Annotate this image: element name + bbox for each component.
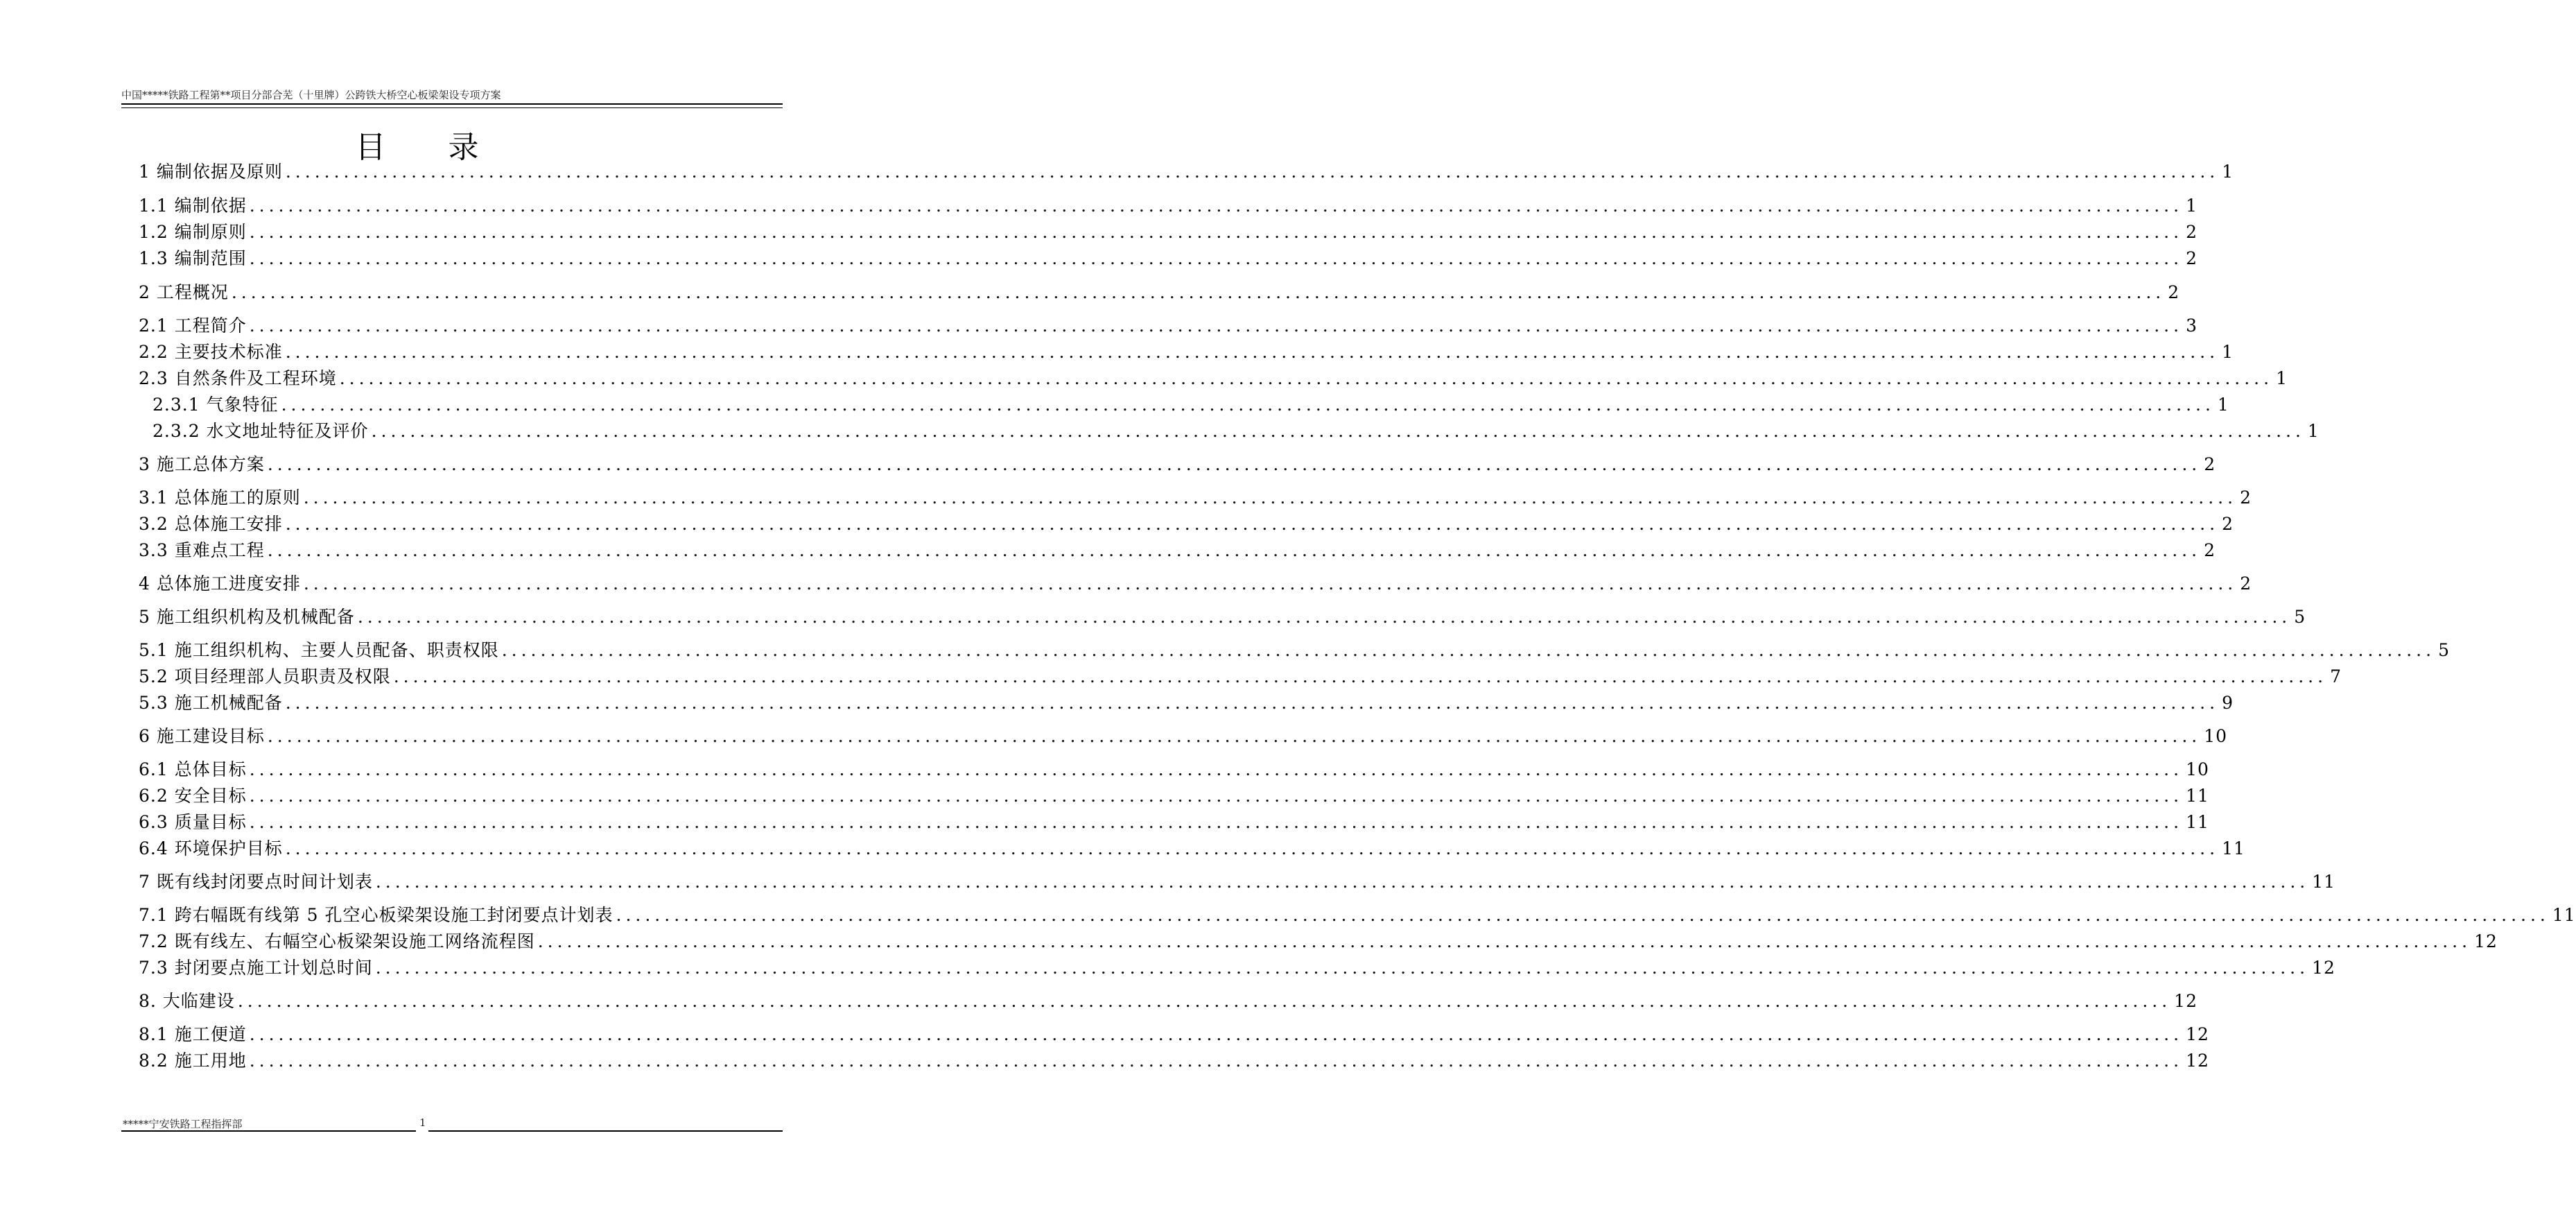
toc-entry[interactable] — [139, 759, 2209, 781]
toc-leader-dots: ........................................................................................................................................................................................................ — [249, 786, 2184, 806]
toc-entry-label: 1.3 编制范围 — [139, 248, 247, 268]
toc-entry-label: 5.2 项目经理部人员职责及权限 — [139, 666, 391, 687]
toc-entry[interactable] — [139, 785, 2209, 807]
toc-leader-dots: ........................................................................................................................................................................................................ — [249, 196, 2184, 216]
toc-entry[interactable] — [139, 573, 2252, 595]
toc-entry-page: 10 — [2186, 759, 2209, 779]
toc-entry[interactable] — [139, 639, 2450, 662]
toc-leader-dots: ........................................................................................................................................................................................................ — [231, 282, 2166, 302]
toc-entry[interactable] — [139, 513, 2234, 535]
toc-leader-dots: ........................................................................................................................................................................................................ — [285, 342, 2220, 362]
toc-entry[interactable] — [139, 1024, 2209, 1046]
toc-entry[interactable] — [139, 725, 2228, 748]
toc-leader-dots: ........................................................................................................................................................................................................ — [501, 640, 2436, 660]
toc-entry-label: 6.1 总体目标 — [139, 759, 247, 779]
toc-entry-page: 2 — [2168, 282, 2180, 302]
toc-leader-dots: ........................................................................................................................................................................................................ — [285, 162, 2220, 182]
toc-entry-page: 7 — [2330, 666, 2342, 687]
toc-entry[interactable] — [139, 487, 2252, 509]
toc-leader-dots: ........................................................................................................................................................................................................ — [267, 454, 2202, 474]
toc-entry-label: 8. 大临建设 — [139, 991, 235, 1011]
toc-entry-label: 3.3 重难点工程 — [139, 540, 265, 560]
toc-leader-dots: ........................................................................................................................................................................................................ — [267, 726, 2202, 746]
toc-entry-page: 2 — [2240, 573, 2252, 594]
toc-entry[interactable] — [153, 394, 2229, 416]
toc-entry-page: 3 — [2186, 316, 2198, 336]
toc-entry-label: 7.3 封闭要点施工计划总时间 — [139, 958, 373, 978]
toc-entry-label: 6.3 质量目标 — [139, 812, 247, 832]
toc-entry[interactable] — [139, 666, 2342, 688]
toc-entry-page: 1 — [2307, 421, 2320, 441]
toc-entry-page: 2 — [2186, 248, 2198, 268]
toc-entry[interactable] — [139, 195, 2198, 217]
toc-entry-page: 11 — [2222, 838, 2245, 858]
toc-entry-page: 12 — [2186, 1051, 2209, 1071]
toc-entry-label: 2.1 工程简介 — [139, 316, 247, 336]
toc-entry-label: 2.3.2 水文地址特征及评价 — [153, 421, 369, 441]
footer-page-number: 1 — [419, 1116, 426, 1129]
toc-leader-dots: ........................................................................................................................................................................................................ — [303, 487, 2238, 508]
toc-entry-page: 11 — [2186, 786, 2209, 806]
toc-entry-page: 5 — [2294, 607, 2306, 627]
toc-leader-dots: ........................................................................................................................................................................................................ — [339, 368, 2274, 388]
toc-entry-page: 2 — [2222, 514, 2234, 534]
footer-org: *****宁安铁路工程指挥部 — [123, 1118, 243, 1130]
toc-entry-label: 8.2 施工用地 — [139, 1051, 247, 1071]
toc-entry-label: 1 编制依据及原则 — [139, 162, 283, 182]
toc-entry-label: 7 既有线封闭要点时间计划表 — [139, 872, 373, 892]
toc-leader-dots: ........................................................................................................................................................................................................ — [303, 573, 2238, 594]
toc-leader-dots: ........................................................................................................................................................................................................ — [249, 812, 2184, 832]
toc-leader-dots: ........................................................................................................................................................................................................ — [249, 1024, 2184, 1044]
toc-leader-dots: ........................................................................................................................................................................................................ — [249, 759, 2184, 779]
toc-entry[interactable] — [139, 990, 2198, 1012]
toc-entry[interactable] — [153, 420, 2320, 442]
toc-entry-label: 5 施工组织机构及机械配备 — [139, 607, 355, 627]
toc-entry[interactable] — [139, 540, 2216, 562]
toc-entry[interactable] — [139, 931, 2498, 953]
toc-entry[interactable] — [139, 248, 2198, 270]
toc-entry-label: 1.1 编制依据 — [139, 196, 247, 216]
toc-entry-page: 12 — [2174, 991, 2198, 1011]
toc-leader-dots: ........................................................................................................................................................................................................ — [375, 872, 2310, 892]
toc-entry-page: 1 — [2276, 368, 2288, 388]
toc-entry-label: 5.3 施工机械配备 — [139, 693, 283, 713]
toc-entry-page: 1 — [2222, 342, 2234, 362]
toc-leader-dots: ........................................................................................................................................................................................................ — [375, 958, 2310, 978]
toc-entry-page: 12 — [2312, 958, 2335, 978]
toc-entry[interactable] — [139, 341, 2234, 363]
toc-entry[interactable] — [139, 838, 2245, 860]
toc-entry[interactable] — [139, 606, 2306, 628]
toc-entry-page: 12 — [2474, 931, 2498, 951]
toc-entry[interactable] — [139, 1050, 2209, 1072]
toc-entry-page: 11 — [2552, 905, 2576, 925]
toc-entry[interactable] — [139, 871, 2336, 893]
toc-entry-page: 5 — [2438, 640, 2450, 660]
footer-rule-right — [428, 1130, 783, 1132]
toc-entry[interactable] — [139, 904, 2576, 926]
toc-leader-dots: ........................................................................................................................................................................................................ — [237, 991, 2172, 1011]
toc-entry[interactable] — [139, 161, 2234, 183]
toc-entry-label: 2 工程概况 — [139, 282, 229, 302]
toc-leader-dots: ........................................................................................................................................................................................................ — [371, 421, 2305, 441]
toc-entry[interactable] — [139, 282, 2180, 304]
toc-entry-page: 11 — [2186, 812, 2209, 832]
footer-rule-left — [121, 1130, 416, 1132]
toc-entry-page: 1 — [2217, 395, 2229, 415]
toc-entry-page: 10 — [2204, 726, 2228, 746]
toc-leader-dots: ........................................................................................................................................................................................................ — [393, 666, 2328, 687]
toc-entry[interactable] — [139, 221, 2198, 243]
toc-entry[interactable] — [139, 368, 2288, 390]
toc-entry-label: 3.2 总体施工安排 — [139, 514, 283, 534]
toc-entry-label: 8.1 施工便道 — [139, 1024, 247, 1044]
toc-entry-page: 2 — [2240, 487, 2252, 508]
toc-entry-page: 11 — [2312, 872, 2336, 892]
toc-leader-dots: ........................................................................................................................................................................................................ — [616, 905, 2550, 925]
toc-entry-label: 6.2 安全目标 — [139, 786, 247, 806]
toc-entry-label: 2.3 自然条件及工程环境 — [139, 368, 337, 388]
toc-entry-label: 7.1 跨右幅既有线第 5 孔空心板梁架设施工封闭要点计划表 — [139, 905, 613, 925]
toc-entry-label: 6 施工建设目标 — [139, 726, 265, 746]
toc-entry-page: 2 — [2204, 540, 2216, 560]
toc-leader-dots: ........................................................................................................................................................................................................ — [285, 838, 2220, 858]
toc-leader-dots: ........................................................................................................................................................................................................ — [249, 248, 2184, 268]
toc-entry-label: 2.2 主要技术标准 — [139, 342, 283, 362]
page-title: 目 录 — [355, 130, 505, 165]
toc-entry-label: 1.2 编制原则 — [139, 222, 247, 242]
toc-entry[interactable] — [139, 454, 2216, 476]
toc-entry[interactable] — [139, 811, 2209, 834]
toc-entry-page: 1 — [2222, 162, 2234, 182]
toc-entry-page: 2 — [2186, 222, 2198, 242]
toc-leader-dots: ........................................................................................................................................................................................................ — [285, 514, 2220, 534]
toc-entry-label: 3.1 总体施工的原则 — [139, 487, 301, 508]
running-header: 中国*****铁路工程第**项目分部合芜（十里牌）公跨铁大桥空心板梁架设专项方案 — [121, 89, 501, 101]
toc-leader-dots: ........................................................................................................................................................................................................ — [285, 693, 2220, 713]
toc-entry-label: 5.1 施工组织机构、主要人员配备、职责权限 — [139, 640, 499, 660]
toc-entry[interactable] — [139, 692, 2234, 714]
toc-entry-page: 9 — [2222, 693, 2234, 713]
toc-leader-dots: ........................................................................................................................................................................................................ — [249, 1051, 2184, 1071]
toc-entry-page: 12 — [2186, 1024, 2209, 1044]
toc-leader-dots: ........................................................................................................................................................................................................ — [281, 395, 2215, 415]
toc-entry-label: 2.3.1 气象特征 — [153, 395, 279, 415]
toc-leader-dots: ........................................................................................................................................................................................................ — [249, 316, 2184, 336]
toc-leader-dots: ........................................................................................................................................................................................................ — [537, 931, 2472, 951]
toc-entry-label: 4 总体施工进度安排 — [139, 573, 301, 594]
toc-entry-label: 3 施工总体方案 — [139, 454, 265, 474]
toc-entry-page: 1 — [2186, 196, 2198, 216]
toc-entry-page: 2 — [2204, 454, 2216, 474]
toc-leader-dots: ........................................................................................................................................................................................................ — [357, 607, 2292, 627]
toc-leader-dots: ........................................................................................................................................................................................................ — [267, 540, 2202, 560]
toc-leader-dots: ........................................................................................................................................................................................................ — [249, 222, 2184, 242]
toc-entry-label: 6.4 环境保护目标 — [139, 838, 283, 858]
toc-entry[interactable] — [139, 957, 2335, 979]
toc-entry[interactable] — [139, 315, 2198, 337]
toc-entry-label: 7.2 既有线左、右幅空心板梁架设施工网络流程图 — [139, 931, 535, 951]
